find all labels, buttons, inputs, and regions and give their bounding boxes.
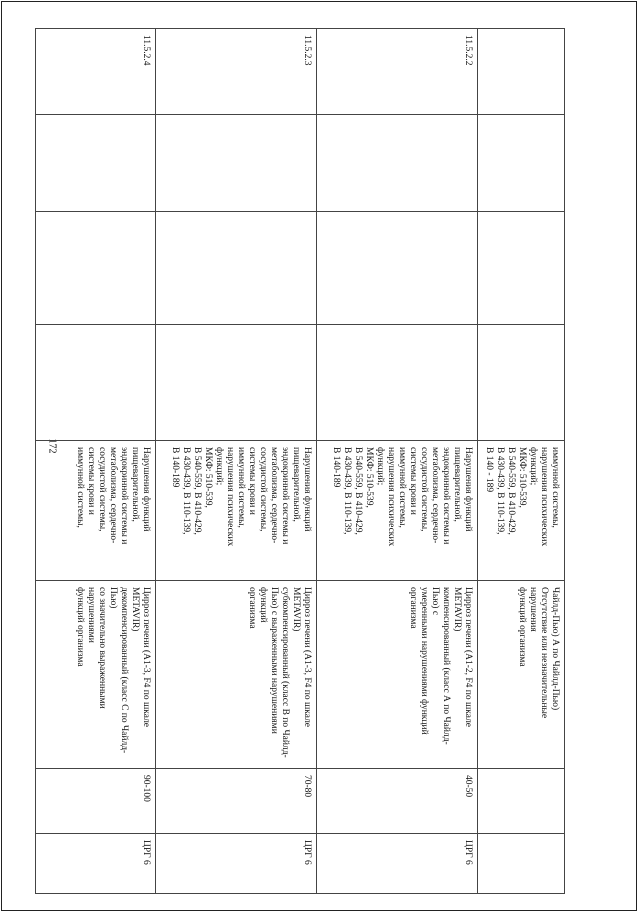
cell-code: 11.5.2.3	[156, 29, 317, 115]
cell-disorders: Нарушения функций пищеварительной, эндокринной системы и метаболизма, сердечно- сосудистой системы, системы крови и иммунной системы,	[36, 441, 156, 581]
cell-score: 70-80	[156, 769, 317, 834]
cell-group: ЦРГ 6	[317, 834, 478, 894]
cell-disorders: Нарушения функций пищеварительной, эндокринной системы и метаболизма, сердечно- сосудистой системы, системы крови и иммунной системы, нарушения психических функций; МКФ: 510-539, В 540-559, В 410-429, В 430-439, В 110-139, В 140-189	[317, 441, 478, 581]
cell-score: 90-100	[36, 769, 156, 834]
cell-code	[478, 29, 565, 115]
cell-empty	[317, 212, 478, 325]
cell-empty	[36, 212, 156, 325]
cell-empty	[36, 325, 156, 441]
cell-description: Цирроз печени (А1-3, F4 по шкале METAVIR) декомпенсированный (класс С по Чайлд-Пью) со значительно выраженными нарушениями функций организма	[36, 581, 156, 769]
cell-empty	[478, 115, 565, 212]
cell-code: 11.5.2.4	[36, 29, 156, 115]
cell-empty	[156, 115, 317, 212]
table-row	[317, 29, 478, 894]
table-row-continuation	[478, 29, 565, 894]
cell-empty	[478, 212, 565, 325]
cell-code: 11.5.2.2	[317, 29, 478, 115]
page-number: 172	[46, 438, 58, 454]
table-row	[36, 29, 156, 894]
cell-empty	[478, 325, 565, 441]
cell-group: ЦРГ 6	[156, 834, 317, 894]
cell-description: Цирроз печени (А1-2, F4 по шкале METAVIR) компенсированный (класс А по Чайлд-Пью) с умеренными нарушениями функций организма	[317, 581, 478, 769]
cell-empty	[317, 325, 478, 441]
cell-disorders: иммунной системы, нарушения психических функций; МКФ: 510-539, В 540-559, В 410-429, В 430-439, В 110-139, В 140 - 189	[478, 441, 565, 581]
cell-empty	[36, 115, 156, 212]
cell-group	[478, 834, 565, 894]
cell-group: ЦРГ 6	[36, 834, 156, 894]
rotated-table-sheet	[72, 28, 565, 893]
classification-table	[35, 28, 565, 894]
table-row	[156, 29, 317, 894]
cell-empty	[156, 325, 317, 441]
cell-score	[478, 769, 565, 834]
cell-empty	[317, 115, 478, 212]
cell-description: Цирроз печени (А1-3, F4 по шкале METAVIR) субкомпенсированный (класс В по Чайлд- Пью) с выраженными нарушениями функций организма	[156, 581, 317, 769]
cell-score: 40-50	[317, 769, 478, 834]
cell-description: Чайлд-Пью) А по Чайлд-Пью) Отсутствие или незначительные нарушения функций организма	[478, 581, 565, 769]
cell-empty	[156, 212, 317, 325]
cell-disorders: Нарушения функций пищеварительной, эндокринной системы и метаболизма, сердечно- сосудистой системы, системы крови и иммунной системы, нарушения психических функций; МКФ: 510-539, В 540-559, В 410-429, В 430-439, В 110-139, В 140-189	[156, 441, 317, 581]
